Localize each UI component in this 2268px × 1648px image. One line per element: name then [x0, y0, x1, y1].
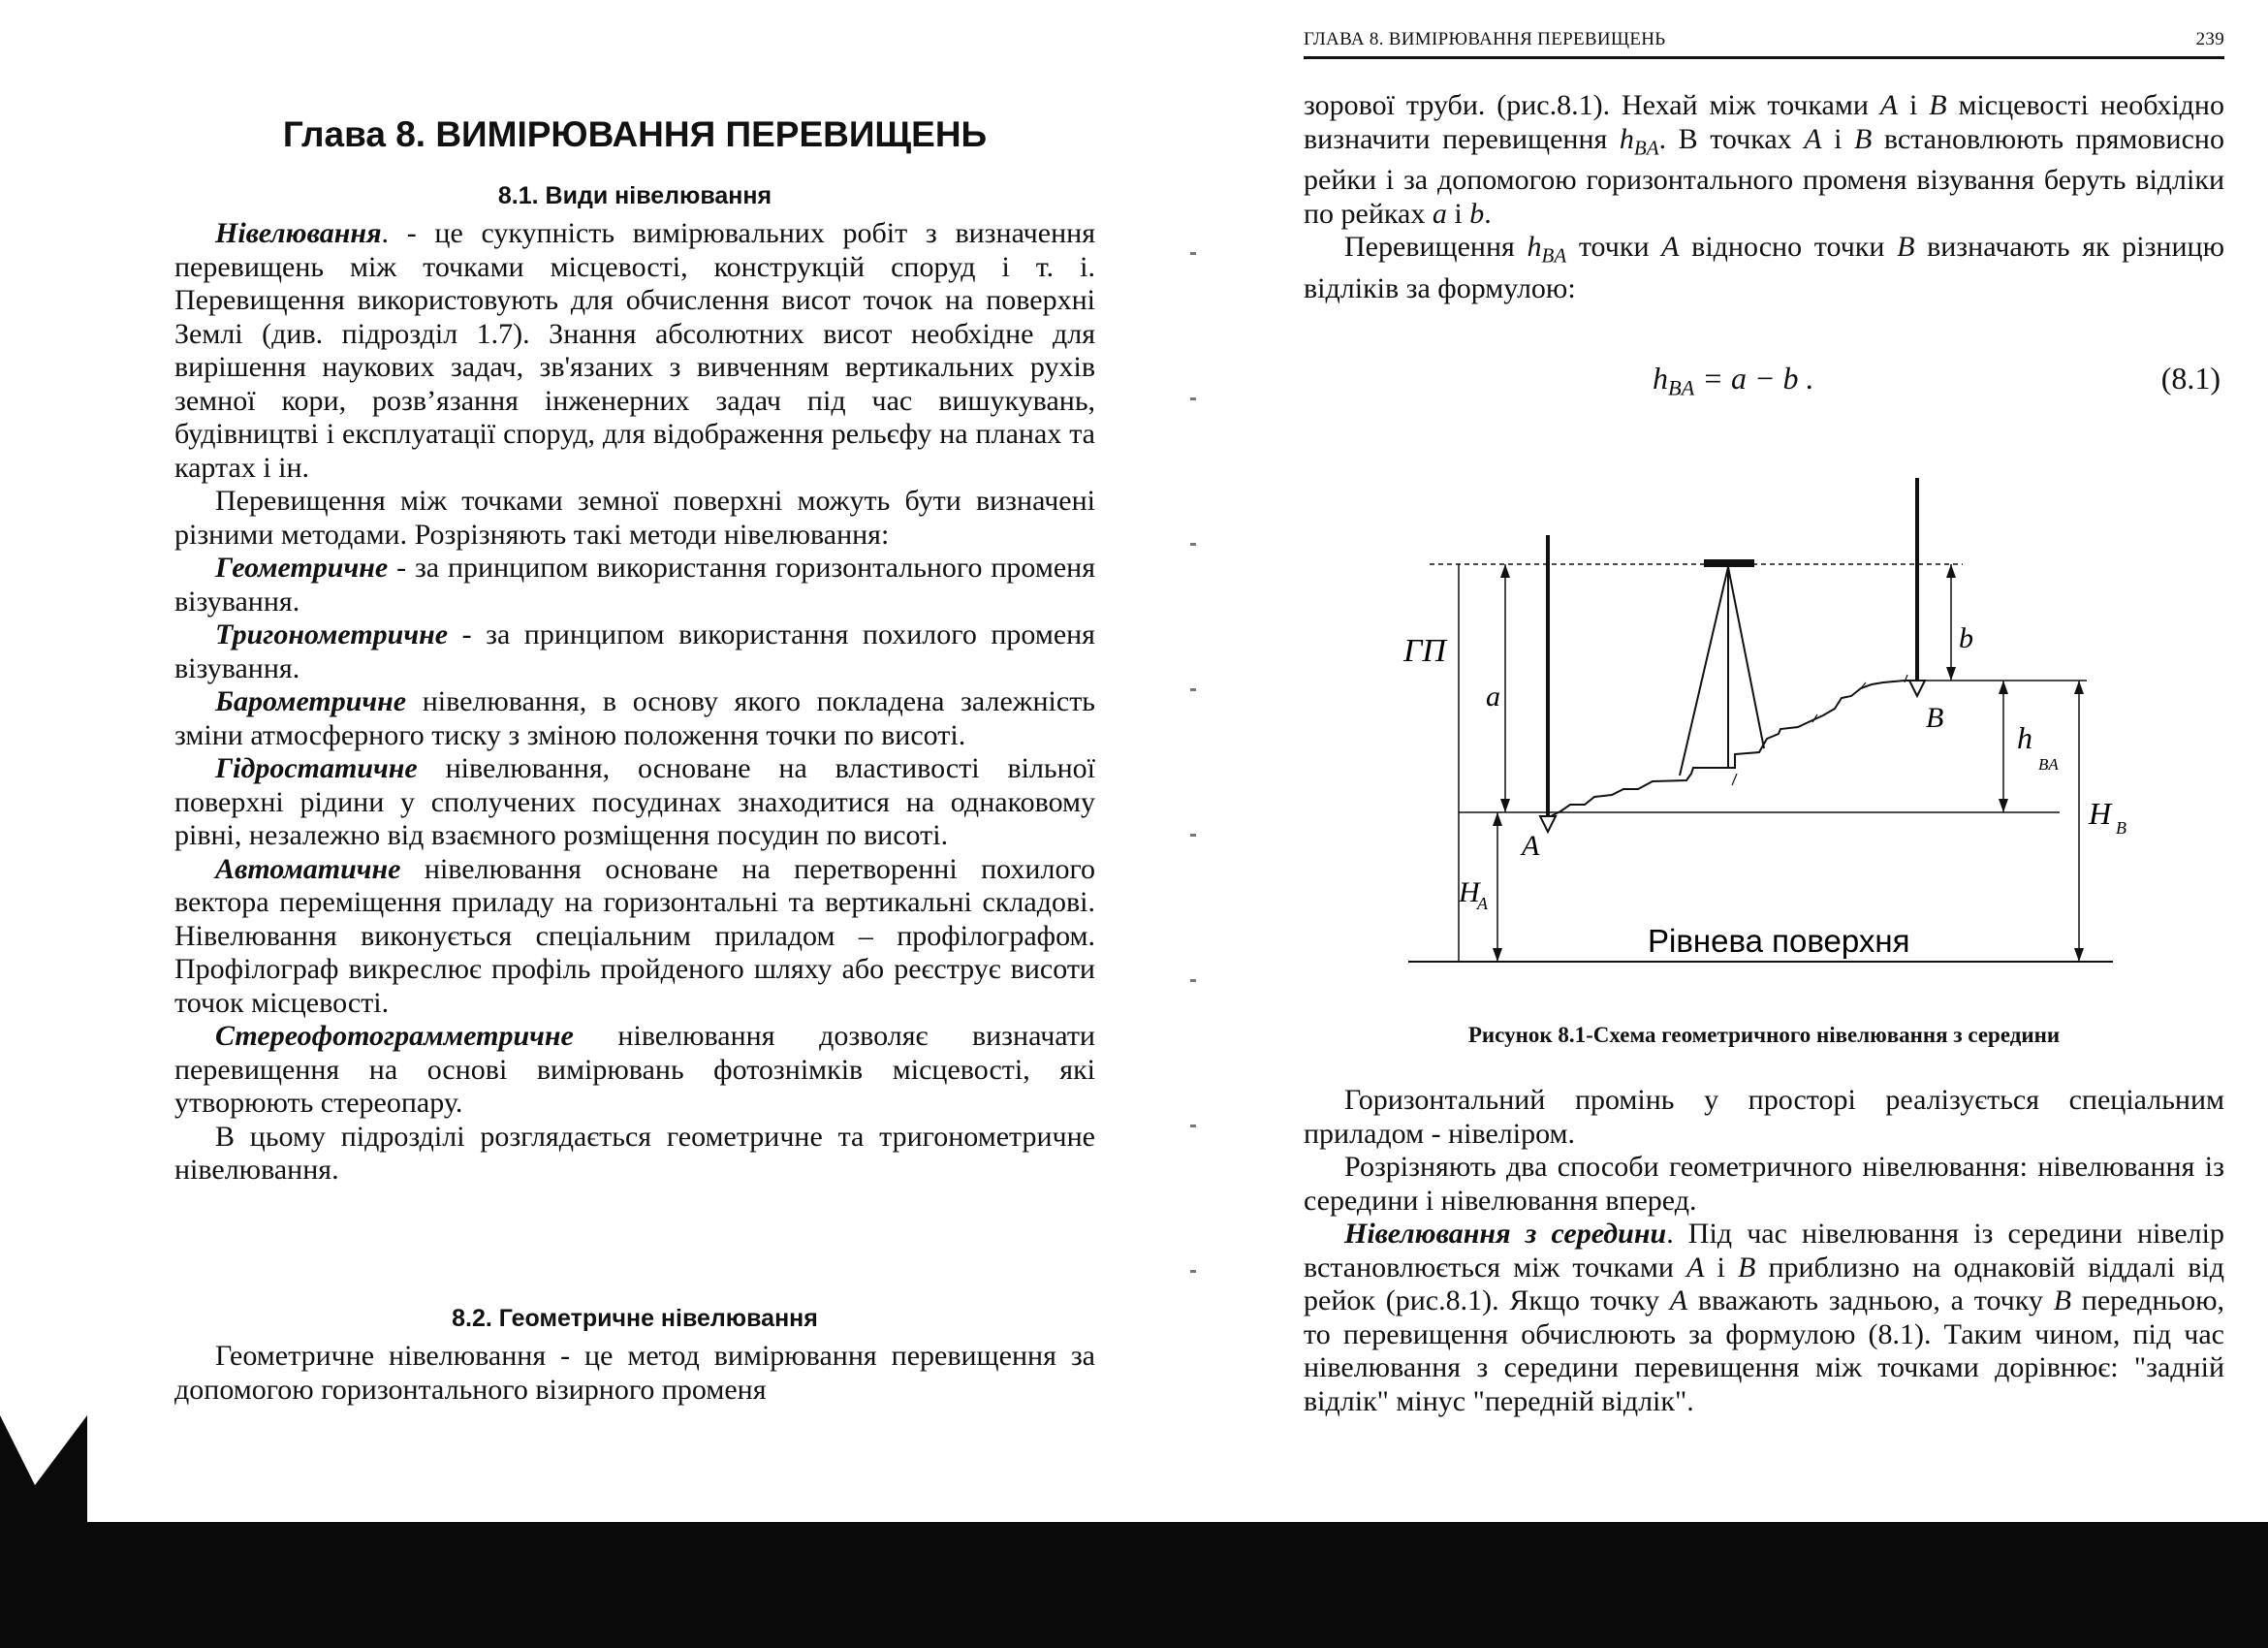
- text-run: визначають як різницю відліків за формулою:: [1304, 231, 2225, 305]
- paragraph-text: нівелювання основане на перетворенні похилого вектора переміщення приладу на горизонтальні та вертикальні складові. Нівелювання виконується спеціальним приладом – профілографом. Профілограф викреслює профіль пройденого шляху або реєструє висоти точок місцевості.: [174, 852, 1095, 1019]
- label-h-a: H: [1459, 876, 1480, 908]
- paragraph: [1304, 1084, 2224, 1151]
- variable: A: [1669, 1284, 1688, 1316]
- label-h-a-sub: A: [1477, 894, 1488, 913]
- paragraph: [174, 1121, 1095, 1188]
- chapter-title: Глава 8. ВИМІРЮВАННЯ ПЕРЕВИЩЕНЬ: [282, 114, 988, 154]
- arrowhead: [2074, 948, 2084, 962]
- term: Гідростатичне: [215, 752, 418, 784]
- text-run: Перевищення: [1344, 231, 1528, 264]
- variable: [1527, 231, 1567, 268]
- paragraph-text: - за принципом використання похилого променя візування.: [174, 618, 1095, 684]
- paragraph: [174, 618, 1095, 685]
- variable-base: h: [1527, 231, 1542, 264]
- scan-shadow-corner: [0, 1415, 87, 1648]
- paragraph: [1304, 89, 2224, 231]
- text-run: місцевості необхідно визначити перевищення: [1304, 89, 2224, 155]
- label-gp: ГП: [1403, 633, 1446, 669]
- variable: B: [1897, 231, 1915, 264]
- term: Барометричне: [215, 685, 407, 717]
- tripod-leg: [1728, 567, 1764, 748]
- variable: b: [1469, 197, 1485, 230]
- paragraph: [1304, 1151, 2224, 1218]
- section-title-8-2: 8.2. Геометричне нівелювання: [452, 1305, 818, 1332]
- running-head-title: ГЛАВА 8. ВИМІРЮВАННЯ ПЕРЕВИЩЕНЬ: [1304, 29, 1666, 49]
- label-h-b: H: [2089, 796, 2112, 831]
- formula-expression: [1653, 361, 1814, 401]
- scan-shadow-bottom: [0, 1522, 2268, 1648]
- paragraph-text: . - це сукупність вимірювальних робіт з визначення перевищень між точками місцевості, конструкцій споруд і т. і. Перевищення використовують для обчислення висот точок на поверхні Землі (див. підрозділ 1.7). Знання абсолютних висот необхідне для вирішення наукових задач, зв'язаних з вивченням вертикальних рухів земної кори, розв’язання інженерних задач під час вишукувань, будівництві і експлуатації споруд, для відображення рельєфу на планах та картах і ін.: [174, 217, 1095, 484]
- paragraph: [174, 853, 1095, 1021]
- formula-subscript: BA: [1668, 375, 1695, 400]
- paragraph-text: Горизонтальний промінь у просторі реалізується спеціальним приладом - нівеліром.: [1304, 1084, 2224, 1150]
- point-b-marker: [1909, 681, 1925, 696]
- variable: A: [1686, 1251, 1705, 1284]
- text-run: і: [1704, 1251, 1739, 1284]
- text-run: . В точках: [1658, 122, 1805, 155]
- running-head: [1304, 29, 2224, 59]
- right-page-intro: [1304, 89, 2224, 306]
- paragraph-text: Геометричне нівелювання - це метод вимірювання перевищення за допомогою горизонтального візирного променя: [174, 1340, 1095, 1406]
- variable-base: h: [1619, 122, 1634, 155]
- section-8-1-body: [174, 217, 1095, 1188]
- term: Автоматичне: [215, 852, 401, 885]
- variable: A: [1879, 89, 1899, 121]
- text-run: . Під час нівелювання із середини нівелір встановлюється між точками: [1304, 1218, 2224, 1284]
- section-title-8-1: 8.1. Види нівелювання: [497, 182, 772, 209]
- subscript: BA: [1633, 135, 1659, 159]
- page-number: 239: [2195, 29, 2224, 49]
- paragraph-text: нівелювання, в основу якого покладена залежність зміни атмосферного тиску з зміною положення точки по висоті.: [174, 685, 1095, 751]
- label-point-b: B: [1926, 702, 1944, 734]
- text-run: відносно точки: [1679, 231, 1898, 264]
- paragraph: [174, 1340, 1095, 1407]
- arrowhead: [1999, 799, 2008, 812]
- level-instrument: [1704, 559, 1754, 567]
- term: Нівелювання з середини: [1344, 1218, 1667, 1250]
- paragraph: [174, 217, 1095, 485]
- arrowhead: [1500, 799, 1510, 812]
- ground-profile: [1551, 681, 1924, 816]
- paragraph: [1304, 1218, 2224, 1418]
- paragraph: [174, 485, 1095, 552]
- variable: B: [1929, 89, 1947, 121]
- label-h-ba: h: [2017, 720, 2032, 755]
- text-run: і: [1446, 197, 1470, 230]
- text-run: зорової труби. (рис.8.1). Нехай між точками: [1304, 89, 1880, 121]
- label-h-ba-sub: BA: [2038, 755, 2059, 774]
- text-run: встановлюють прямовисно рейки і за допомогою горизонтального променя візування беруть відліки по рейках: [1304, 122, 2224, 230]
- paragraph-text: - за принципом використання горизонтального променя візування.: [174, 552, 1095, 618]
- formula-rhs: = a − b .: [1694, 361, 1814, 396]
- term: Тригонометричне: [215, 618, 449, 650]
- text-run: .: [1484, 197, 1492, 230]
- formula-number: (8.1): [2160, 361, 2221, 396]
- tripod-leg: [1680, 567, 1728, 776]
- variable: B: [1738, 1251, 1756, 1284]
- profile-tick: [1732, 774, 1737, 785]
- arrowhead: [1946, 564, 1956, 578]
- paragraph: [1304, 231, 2224, 305]
- figure-8-1: [1304, 465, 2224, 979]
- formula-variable: h: [1653, 361, 1668, 396]
- arrowhead: [1946, 667, 1956, 681]
- variable: a: [1432, 197, 1447, 230]
- variable: B: [1854, 122, 1873, 155]
- label-a: a: [1486, 681, 1500, 713]
- figure-caption: Рисунок 8.1-Схема геометричного нівелювання з середини: [1467, 1023, 2061, 1047]
- text-run: і: [1821, 122, 1854, 155]
- term: Стереофотограмметричне: [215, 1020, 574, 1052]
- paragraph-text: нівелювання, основане на властивості вільної поверхні рідини у сполучених посудинах знаходитися на однаковому рівні, незалежно від взаємного розміщення посудин по висоті.: [174, 752, 1095, 851]
- paragraph: [174, 1020, 1095, 1121]
- label-level-surface: Рівнева поверхня: [1648, 923, 1910, 959]
- text-run: точки: [1566, 231, 1662, 264]
- paragraph: [174, 685, 1095, 752]
- variable: A: [1661, 231, 1680, 264]
- text-run: передньою, то перевищення обчислюють за формулою (8.1). Таким чином, під час нівелювання з середини перевищення між точками дорівнює: "задній відлік" мінус "передній відлік".: [1304, 1284, 2224, 1417]
- paragraph-text: Розрізняють два способи геометричного нівелювання: нівелювання із середини і нівелювання вперед.: [1304, 1151, 2224, 1217]
- paragraph: [174, 752, 1095, 853]
- paragraph-text: В цьому підрозділі розглядається геометричне та тригонометричне нівелювання.: [174, 1120, 1095, 1186]
- paragraph-text: Перевищення між точками земної поверхні можуть бути визначені різними методами. Розрізняють такі методи нівелювання:: [174, 485, 1095, 551]
- label-h-b-sub: B: [2116, 818, 2126, 838]
- label-point-a: A: [1522, 830, 1540, 862]
- text-run: приблизно на однаковій віддалі від рейок (рис.8.1). Якщо точку: [1304, 1251, 2225, 1316]
- paragraph: [174, 552, 1095, 618]
- page-spine: [1190, 116, 1196, 1377]
- label-b: b: [1959, 622, 1973, 654]
- term: Нівелювання: [215, 217, 382, 249]
- arrowhead: [1493, 812, 1502, 826]
- arrowhead: [2074, 681, 2084, 694]
- arrowhead: [1500, 564, 1510, 578]
- variable: A: [1804, 122, 1822, 155]
- leveling-diagram: [1304, 465, 2224, 979]
- paragraph-text: нівелювання дозволяє визначати перевищення на основі вимірювань фотознімків місцевості, які утворюють стереопару.: [174, 1020, 1095, 1119]
- text-run: і: [1898, 89, 1930, 121]
- term: Геометричне: [215, 552, 389, 584]
- variable: B: [2053, 1284, 2072, 1316]
- subscript: BA: [1541, 243, 1567, 268]
- formula-8-1: [1304, 361, 2224, 399]
- variable: [1619, 122, 1659, 159]
- section-8-2-body: [174, 1340, 1095, 1407]
- text-run: вважають задньою, а точку: [1687, 1284, 2054, 1316]
- point-a-marker: [1540, 816, 1556, 832]
- arrowhead: [1493, 948, 1502, 962]
- arrowhead: [1999, 681, 2008, 694]
- right-page-body: [1304, 1084, 2224, 1418]
